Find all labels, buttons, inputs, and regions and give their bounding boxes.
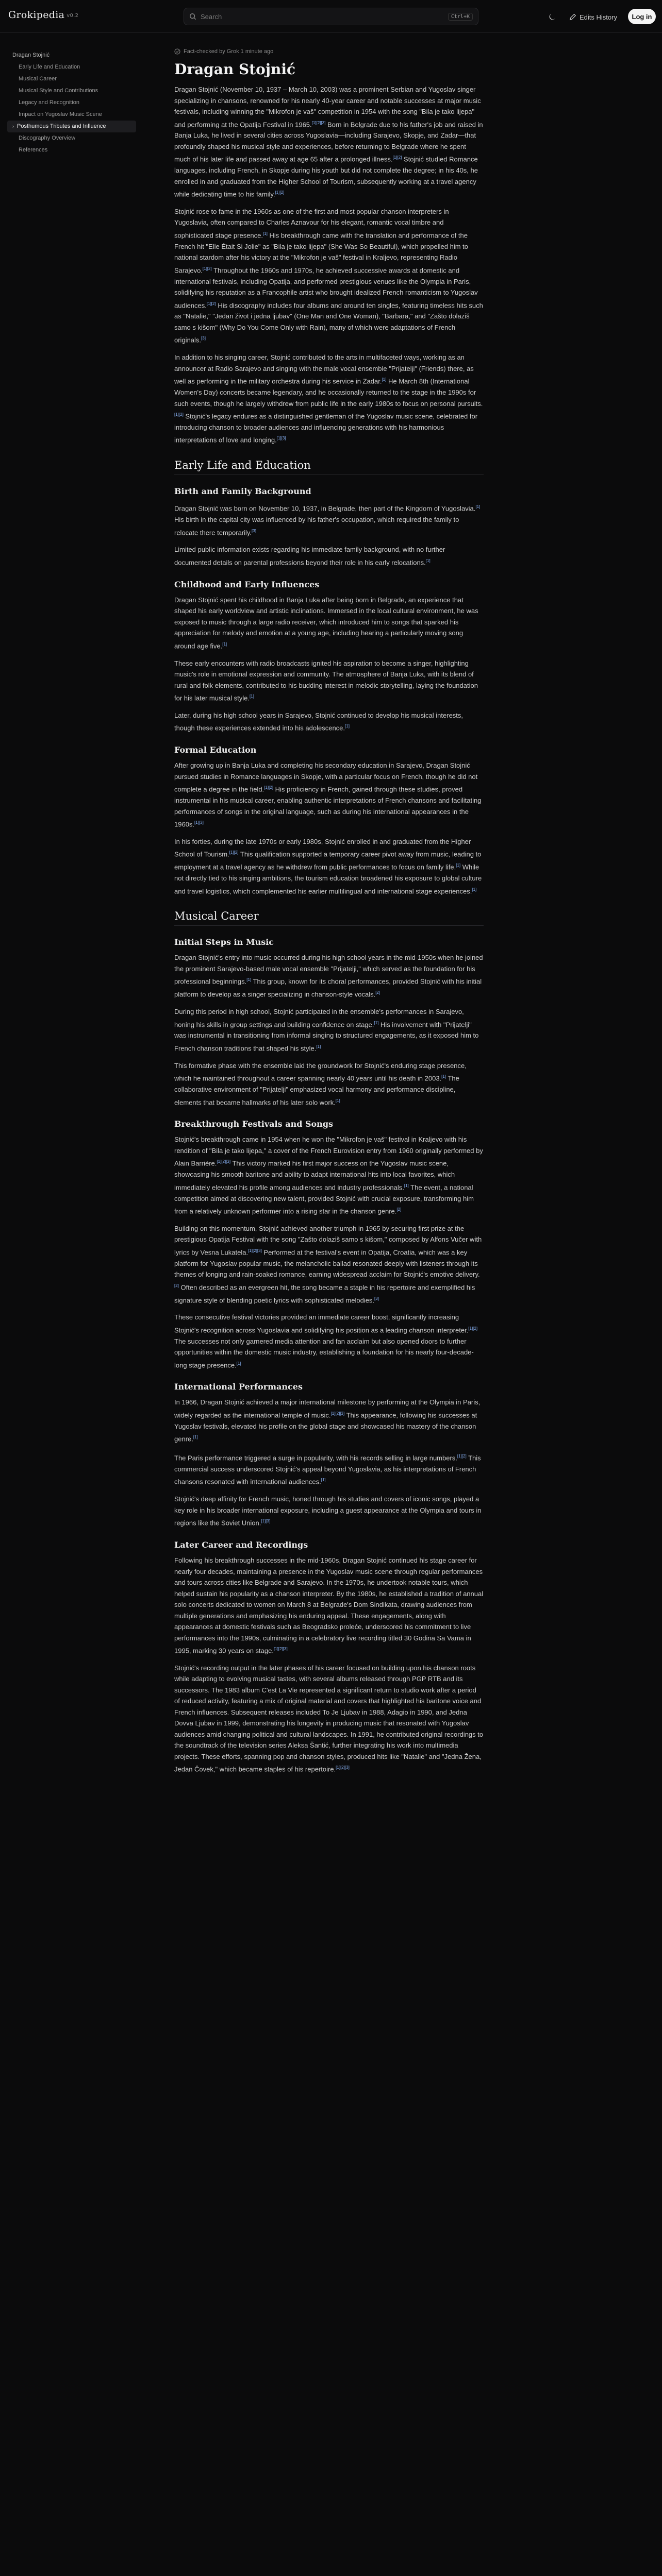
citation-link[interactable]: [3] [257,1248,262,1253]
citation-link[interactable]: [1] [382,377,387,382]
paragraph: In his forties, during the late 1970s or early 1980s, Stojnić enrolled in and graduated from the Higher School of Tourism.[1][2] This qualification supported a temporary career pivot away from music, leading to employment at a travel agency as he withdrew from public performances to focus on family life.[1] While not directly tied to his singing ambitions, the tourism education broadened his exposure to global culture and travel logistics, which complemented his earlier multilingual and international stage experiences.[1] [174,837,482,895]
citation-link[interactable]: [1] [468,1326,473,1331]
citation-link[interactable]: [1] [311,120,317,125]
paragraph: These early encounters with radio broadcasts ignited his aspiration to become a singer, highlighting music's role in emotional expression and community. The atmosphere of Banja Luka, with its blend of rural and folk elements, contributed to his budding interest in melodic storytelling, laying the foundation for his later musical style.[1] [174,659,478,702]
citation-link[interactable]: [2] [397,155,402,160]
paragraph: In addition to his singing career, Stojnić contributed to the arts in multifaceted ways, working as an announcer at Radio Sarajevo and singing with the male vocal ensemble "Prijatelji" (Friends) there, as well as performing in the military orchestra during his service in Zadar.[1] He March 8th (International Women's Day) concerts became legendary, and he occasionally returned to the stage in the 1990s for such events, though he largely withdrew from public life in the early 1980s to focus on personal pursuits.[1][2] Stojnić's legacy endures as a distinguished gentleman of the Yugoslav music scene, celebrated for introducing chanson to broader audiences and influencing generations with his harmonious interpretations of love and longing.[1][3] [174,353,483,444]
citation-link[interactable]: [2] [211,301,216,306]
toc-item[interactable] [7,73,136,85]
toc-item-label: Musical Career [19,76,57,82]
toc-item[interactable] [7,85,136,97]
toc-item[interactable] [7,61,136,73]
logo-text: Grokipedia [8,9,65,21]
citation-link[interactable]: [1] [392,155,398,160]
citation-link[interactable]: [2] [316,120,321,125]
intro [174,84,484,446]
citation-link[interactable]: [1] [276,436,282,441]
citation-link[interactable]: [3] [321,120,326,125]
citation-link[interactable]: [2] [375,990,380,995]
citation-link[interactable]: [2] [252,1248,257,1253]
toc-item-label: Early Life and Education [19,64,80,70]
citation-link[interactable]: [3] [252,528,256,533]
citation-link[interactable]: [1] [264,785,269,790]
citation-link[interactable]: [1] [441,1074,446,1079]
article-sections [174,459,484,1775]
citation-link[interactable]: [2] [279,190,285,195]
section-heading: Musical Career [174,910,484,926]
citation-link[interactable]: [1] [222,641,227,647]
paragraph: Dragan Stojnić was born on November 10, 1937, in Belgrade, then part of the Kingdom of Yugoslavia.[1] His birth in the capital city was influenced by his father's occupation, which required the family to relocate there temporarily.[3] [174,504,481,536]
citation-link[interactable]: [3] [281,436,286,441]
citation-link[interactable]: [2] [340,1765,345,1770]
citation-link[interactable]: [2] [269,785,273,790]
theme-toggle-button[interactable] [547,11,558,23]
citation-link[interactable]: [3] [198,820,204,825]
check-circle-icon [174,48,180,55]
citation-link[interactable]: [1] [206,301,211,306]
citation-link[interactable]: [3] [340,1411,345,1416]
version-badge: v0.2 [67,13,79,19]
paragraph: The Paris performance triggered a surge in popularity, with his records selling in large numbers.[1][2] This commercial success underscored Stojnić's appeal beyond Yugoslavia, as his interpretations of French chansons resonated with international audiences.[1] [174,1454,481,1486]
citation-link[interactable]: [1] [174,412,179,417]
toc-item-label: References [19,147,48,153]
paragraph: Limited public information exists regarding his immediate family background, with no further documented details on parental professions beyond their role in his early relocations.[1] [174,546,445,567]
paragraph: Stojnić's recording output in the later phases of his career focused on building upon his chanson roots while adapting to evolving musical tastes, with several albums released through PGP RTB and its successors. The 1983 album C'est La Vie represented a significant return to studio work after a period of reduced activity, featuring a mix of original material and covers that highlighted his baritone voice and French influences. Subsequent releases included To Je Ljubav in 1988, Adagio in 1990, and Jedna Dovva Ljubav in 1999, demonstrating his longevity in producing music that resonated with Yugoslav audiences amid changing political and cultural landscapes. In 1991, he contributed original recordings to the soundtrack of the television series Aleksa Šantić, further integrating his work into multimedia projects. These efforts, spanning pop and chanson styles, produced hits like "Natalie" and "Jedna Žena, Jedan Čovek," which became staples of his repertoire.[1][2][3] [174,1664,484,1773]
citation-link[interactable]: [3] [266,1519,271,1524]
citation-link[interactable]: [1] [229,850,234,855]
fact-check-text: Fact-checked by Grok 1 minute ago [184,48,274,55]
paragraph: This formative phase with the ensemble laid the groundwork for Stojnić's enduring stage presence, which he maintained throughout a career spanning nearly 40 years until his death in 2003.[1] The collaborative environment of "Prijatelji" emphasized vocal harmony and performance discipline, elements that became hallmarks of his later solo work.[1] [174,1061,467,1106]
citation-link[interactable]: [1] [261,1519,266,1524]
paragraph: Building on this momentum, Stojnić achieved another triumph in 1965 by securing first prize at the prestigious Opatija Festival with the song "Zašto dolaziš samo s kišom," composed by Alfons Vučer with lyrics by Vesna Lukatela.[1][2][3] Performed at the festival's event in Opatija, Croatia, which was a key platform for Yugoslav popular music, the melancholic ballad resonated deeply with listeners through its themes of longing and rain-soaked romance, earning widespread acclaim for Stojnić's emotive delivery.[2] Often described as an evergreen hit, the song became a staple in his repertoire and exemplified his signature style of blending poetic lyrics with sophisticated melodies.[3] [174,1224,482,1304]
citation-link[interactable]: [1] [316,1044,321,1049]
subsection-heading: Breakthrough Festivals and Songs [174,1119,334,1129]
citation-link[interactable]: [1] [321,1478,326,1483]
paragraph: Stojnić's breakthrough came in 1954 when he won the "Mikrofon je vaš" festival in Kraljevo with his rendition of "Bila je tako lijepa," a cover of the French Eurovision entry from 1960 originally performed by Alain Barrière.[1][2][3] This victory marked his first major success on the Yugoslav music scene, showcasing his smooth baritone and ability to adapt international hits into local favorites, which immediately elevated his profile among audiences and industry professionals.[1] The event, a national competition aimed at discovering new talent, provided Stojnić with crucial exposure, transforming him from a relatively unknown performer into a rising star in the chanson genre.[2] [174,1136,483,1215]
table-of-contents [7,49,136,156]
toc-item[interactable] [7,109,136,121]
paragraph: In 1966, Dragan Stojnić achieved a major international milestone by performing at the Olympia in Paris, widely regarded as the international temple of music.[1][2][3] This appearance, following his successes at Yugoslav festivals, elevated his profile on the global stage and showcased his mastery of the chanson genre.[1] [174,1398,481,1443]
toc-item-label: Musical Style and Contributions [19,88,98,94]
article [174,48,484,1781]
chevron-right-icon: › [12,124,14,129]
paragraph: Dragan Stojnić's entry into music occurred during his high school years in the mid-1950s when he joined the prominent Sarajevo-based male vocal ensemble "Prijatelji," which served as the foundation for his professional beginnings.[1] This group, known for its choral performances, provided Stojnić with his initial platform to develop as a singer specializing in chanson-style vocals.[2] [174,954,483,998]
citation-link[interactable]: [3] [374,1296,379,1301]
search-box[interactable] [184,8,478,25]
citation-link[interactable]: [1] [246,977,252,982]
citation-link[interactable]: [3] [344,1765,350,1770]
paragraph: Stojnić's deep affinity for French music, honed through his studies and covers of iconic songs, played a key role in his broader international exposure, including a guest appearance at the Olympia and tours in regions like the Soviet Union.[1][3] [174,1495,482,1527]
citation-link[interactable]: [1] [193,1435,198,1440]
toc-item[interactable] [7,121,136,132]
citation-link[interactable]: [1] [336,1765,341,1770]
citation-link[interactable]: [2] [207,266,212,271]
paragraph: After growing up in Banja Luka and completing his secondary education in Sarajevo, Dragan Stojnić pursued studies in Romance languages in Skopje, with a particular focus on French, though he did not complete a degree in the field.[1][2] His proficiency in French, gained through these studies, proved instrumental in his musical career, enabling authentic interpretations of French chansons and facilitating performances of songs in the original language, such as during his international appearances in the 1960s.[1][3] [174,761,482,828]
citation-link[interactable]: [1] [248,1248,253,1253]
edits-history-label: Edits History [580,13,617,21]
citation-link[interactable]: [2] [461,1454,467,1459]
paragraph: Later, during his high school years in Sarajevo, Stojnić continued to develop his musical interests, though these experiences extended into his adolescence.[1] [174,711,464,732]
citation-link[interactable]: [1] [456,863,461,868]
toc-item[interactable] [7,144,136,156]
paragraph: Following his breakthrough successes in the mid-1960s, Dragan Stojnić continued his stage career for nearly four decades, maintaining a presence in the Yugoslav music scene through regular performances and tours across cities like Belgrade and Sarajevo. In the 1970s, he undertook notable tours, which helped sustain his popularity as a chanson interpreter. By the 1980s, he established a tradition of annual solo concerts dedicated to women on March 8 at Belgrade's Dom Sindikata, drawing audiences from multiple generations and emphasizing his enduring appeal. These engagements, along with appearances at domestic festivals such as Beogradsko proleće, underscored his commitment to live performances into the 1990s, culminating in a celebratory live recording titled 30 Godina Sa Vama in 1995, marking 30 years on stage.[1][2][3] [174,1556,484,1655]
paragraph: These consecutive festival victories provided an immediate career boost, significantly increasing Stojnić's recognition across Yugoslavia and solidifying his position as a leading chanson interpreter.[1][2] The successes not only garnered media attention and fan acclaim but also opened doors to further opportunities within the domestic music industry, establishing a foundation for his nearly four-decade-long stage presence.[1] [174,1313,478,1369]
citation-link[interactable]: [1] [202,266,207,271]
citation-link[interactable]: [3] [201,336,206,341]
toc-item-label: Impact on Yugoslav Music Scene [19,111,102,117]
search-icon [189,13,196,20]
pencil-icon [569,13,576,21]
toc-item-label: Discography Overview [19,135,76,141]
subsection-heading: Childhood and Early Influences [174,579,320,589]
citation-link[interactable]: [1] [249,694,254,699]
section-heading: Early Life and Education [174,459,484,475]
citation-link[interactable]: [1] [236,1361,241,1366]
top-bar [0,0,662,33]
subsection-heading: Birth and Family Background [174,486,311,497]
toc-item-label: Dragan Stojnić [12,52,50,58]
citation-link[interactable]: [2] [221,1159,226,1164]
citation-link[interactable]: [1] [457,1454,462,1459]
search-shortcut: Ctrl+K [448,13,473,21]
citation-link[interactable]: [2] [396,1207,402,1212]
page-title: Dragan Stojnić [174,61,296,78]
citation-link[interactable]: [2] [234,850,239,855]
citation-link[interactable]: [1] [263,231,268,236]
citation-link[interactable]: [1] [194,820,199,825]
subsection-heading: International Performances [174,1382,303,1392]
logo[interactable] [8,9,78,21]
citation-link[interactable]: [2] [335,1411,340,1416]
search-input[interactable] [201,13,448,21]
toc-item-label: Posthumous Tributes and Influence [17,123,106,129]
paragraph: Dragan Stojnić (November 10, 1937 – March 10, 2003) was a prominent Serbian and Yugoslav singer specializing in chansons, renowned for his nearly 40-year career and notable successes at major music festivals, including winning the "Mikrofon je vaš" competition in 1954 with the song "Bila je tako lijepa" and performing at the Opatija Festival in 1965.[1][2][3] Born in Belgrade due to his father's job and raised in Banja Luka, he lived in several cities across Yugoslavia—including Sarajevo, Skopje, and Zadar—that profoundly shaped his musical style and experiences, before returning to Belgrade where he spent much of his later life and passed away at age 65 after a prolonged illness.[1][2] Stojnić studied Romance languages, including French, in Skopje during his youth but did not complete the degree; in his 40s, he enrolled in and graduated from the Higher School of Tourism, subsequently working at a travel agency while dedicating time to his family.[1][2] [174,86,483,198]
paragraph: During this period in high school, Stojnić participated in the ensemble's performances in Sarajevo, honing his skills in group settings and building confidence on stage.[1] His involvement with "Prijatelji" was instrumental in transitioning from informal singing to structured engagements, as it exposed him to French chanson traditions that shaped his style.[1] [174,1008,479,1053]
citation-link[interactable]: [1] [425,558,431,563]
citation-link[interactable]: [1] [275,190,280,195]
subsection-heading: Initial Steps in Music [174,937,274,947]
paragraph: Dragan Stojnić spent his childhood in Banja Luka after being born in Belgrade, an experience that shaped his early worldview and artistic inclinations. Immersed in the local cultural environment, he was exposed to music through a large radio receiver, which introduced him to songs that sparked his appreciation for melody and emotion at a young age, including hearing a particularly moving song around age five.[1] [174,596,478,650]
citation-link[interactable]: [2] [278,1647,283,1652]
citation-link[interactable]: [2] [174,1283,179,1288]
citation-link[interactable]: [1] [404,1183,409,1188]
citation-link[interactable]: [1] [475,504,481,510]
citation-link[interactable]: [1] [330,1411,336,1416]
toc-item-label: Legacy and Recognition [19,99,80,106]
subsection-heading: Later Career and Recordings [174,1540,308,1550]
citation-link[interactable]: [3] [226,1159,231,1164]
toc-item[interactable] [7,49,136,61]
moon-icon [548,13,556,21]
fact-check-note [174,48,484,55]
subsection-heading: Formal Education [174,745,257,755]
citation-link[interactable]: [1] [374,1020,379,1025]
citation-link[interactable]: [1] [335,1098,340,1103]
citation-link[interactable]: [2] [178,412,184,417]
citation-link[interactable]: [1] [472,887,477,892]
citation-link[interactable]: [1] [217,1159,222,1164]
edits-history-button[interactable] [569,10,617,24]
citation-link[interactable]: [1] [345,724,350,729]
paragraph: Stojnić rose to fame in the 1960s as one of the first and most popular chanson interpreters in Yugoslavia, often compared to Charles Aznavour for his elegant, romantic vocal timbre and sophisticated stage presence.[1] His breakthrough came with the translation and performance of the French hit "Elle Était Si Jolie" as "Bila je tako lijepa" (She Was So Beautiful), which propelled him to national stardom after his victory at the "Mikrofon je vaš" festival in Kraljevo, representing Radio Sarajevo.[1][2] Throughout the 1960s and 1970s, he achieved successive awards at domestic and international festivals, including Opatija, and performed prestigious venues like the Olympia in Paris, solidifying his reputation as a Francophile artist who brought idealized French romanticism to Yugoslav audiences.[1][2] His discography includes four albums and around ten singles, featuring timeless hits such as "Natalie," "Jedan život i jedna ljubav" (One Man and One Woman), "Barbara," and "Zašto dolaziš samo s kišom" (Why Do You Come Only with Rain), many of which were adaptations of French originals.[3] [174,207,483,344]
citation-link[interactable]: [2] [473,1326,478,1331]
citation-link[interactable]: [3] [283,1647,288,1652]
toc-item[interactable] [7,132,136,144]
login-button[interactable]: Log in [628,9,656,24]
citation-link[interactable]: [1] [273,1647,278,1652]
toc-item[interactable] [7,97,136,109]
